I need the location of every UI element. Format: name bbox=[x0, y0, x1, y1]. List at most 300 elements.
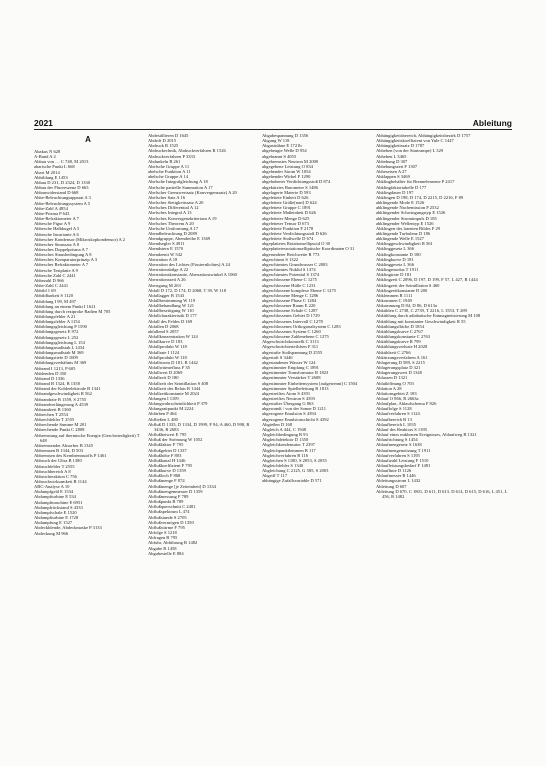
index-entry: Abfallzeitkonstante M 2024 bbox=[148, 390, 200, 396]
index-entry: Abbrechen T 2554 bbox=[34, 411, 68, 417]
index-entry: abgeschlossene Phase C 1284 bbox=[262, 298, 317, 303]
column-3 bbox=[262, 133, 370, 484]
index-entry: Ablaufverfahren S 1124 bbox=[376, 411, 420, 417]
index-entry: Ablaufmesser R 1446 bbox=[376, 473, 416, 479]
index-entry: abgeschlossenes Orthogonalsystem C 1283 bbox=[262, 323, 341, 329]
index-entry: abgehobener Verdichtungsstoß D 874 bbox=[262, 179, 331, 185]
index-entry: abhängige Zufallsvariable D 571 bbox=[262, 478, 322, 484]
index-entry: Ableitung D 670, C 1801, D 611, D 613, D 614, D 615, D 616, L 451, L 456, R 1482 bbox=[376, 488, 508, 499]
index-entry: Abhebung D 307 bbox=[376, 158, 408, 164]
index-entry: Abbezahl D 966 bbox=[34, 277, 64, 283]
index-entry: Abgleichpunktlemmen B 117 bbox=[262, 447, 316, 453]
index-entry: Abflußkurve D 1359 bbox=[148, 468, 186, 474]
index-entry: Abelsches Differential A 12 bbox=[148, 205, 199, 211]
index-entry: Abhesetsen A 27 bbox=[376, 169, 407, 175]
index-entry: Ablagerungswert D 1340 bbox=[376, 370, 422, 376]
index-entry: Abklingdauer D 197 bbox=[376, 189, 414, 195]
index-entry: abklingender Stromimpuls D 185 bbox=[376, 215, 437, 221]
index-entry: abgeschlossener Raum E 220 bbox=[262, 303, 316, 309]
index-entry: abgeschirmtes Grundwasser C 2003 bbox=[262, 261, 328, 267]
index-entry: Abdampfschale E 1520 bbox=[34, 509, 77, 515]
index-entry: Abfallkonzentration W 124 bbox=[148, 334, 198, 340]
index-entry: Abdampfmaschine E 6951 bbox=[34, 499, 83, 505]
index-entry: abgeschlossenes Intervall C 1278 bbox=[262, 318, 323, 324]
index-entry: Abbesches Doppelprisma A 7 bbox=[34, 246, 88, 252]
index-entry: Abdruckverfahren P 3333 bbox=[148, 153, 196, 159]
index-entry: Abkühlzeit C 2766 bbox=[376, 349, 411, 355]
index-entry: Abelsche Integralgleichung A 18 bbox=[148, 179, 208, 185]
index-entry: Abgleichfehler S 1340 bbox=[262, 463, 304, 468]
index-entry: Abflußwärme F 795 bbox=[148, 524, 185, 530]
index-entry: Abflußgebiet D 1337 bbox=[148, 447, 187, 453]
index-entry: abgestufter Übergang G 863 bbox=[262, 401, 314, 407]
index-entry: Abfangrattpunkt M 2224 bbox=[148, 406, 194, 412]
index-entry: abklingender Schwingungstyp E 1526 bbox=[376, 210, 446, 216]
index-entry: Abbauwiderstand D 668 bbox=[34, 190, 79, 196]
index-entry: Abklappen S 3469 bbox=[376, 174, 410, 180]
index-entry: Abkühlen C 2738, C 2739, T 2216, L 1553, T 289 bbox=[376, 308, 467, 314]
index-entry: abelsche Gruppe A 14 bbox=[148, 174, 189, 180]
index-entry: Abbescher Refraktometer A 7 bbox=[34, 262, 89, 268]
index-entry: Abheben (von der Startrampe) L 329 bbox=[376, 148, 444, 154]
index-entry: abgestreiftes Neutron S 4393 bbox=[262, 395, 315, 401]
index-entry: abgeschlossene Menge C 1286 bbox=[262, 292, 319, 298]
running-head: Ableitung bbox=[472, 118, 512, 128]
index-entry: Abfuhr, Abführung R 1482 bbox=[148, 540, 198, 546]
index-entry: Ablauftzahl Leistung F 1510 bbox=[376, 457, 429, 463]
index-entry: Abkühlungskurve R 799 bbox=[376, 339, 421, 345]
index-entry: Abflußmenge F 874 bbox=[148, 478, 185, 484]
index-entry: abgelagerte Materie D 593 bbox=[262, 189, 311, 195]
index-entry: abgeleitete Größe[nart] D 624 bbox=[262, 200, 317, 206]
index-entry: Abbrandrate B 1359, S 2755 bbox=[34, 396, 87, 402]
index-entry: Abbrechende Summe M 201 bbox=[34, 422, 87, 428]
index-entry: Abdeckblende, Abdeckmaske P 3133 bbox=[34, 525, 102, 531]
index-entry: Abbe-Refraktometer A 7 bbox=[34, 216, 79, 222]
index-entry: Abdampfturbine E 1728 bbox=[34, 515, 79, 521]
index-entry: Abbrandgeschwindigkeit R 562 bbox=[34, 391, 92, 397]
index-entry: Abblenden D 350 bbox=[34, 370, 67, 376]
index-entry: abgeleiteter Menge D 625 bbox=[262, 215, 310, 221]
index-entry: Abdestillieren D 1645 bbox=[148, 133, 189, 138]
index-entry: Abkürzungsverfahren A 161 bbox=[376, 354, 428, 360]
index-entry: Abelsche Umformung A 17 bbox=[148, 225, 199, 231]
index-entry: Ablauf eines nuklearen Ereignisses, Ablaufweg B 1321 bbox=[376, 432, 477, 438]
index-entry: Abbesche Figur A 9 bbox=[34, 221, 71, 227]
index-entry: Abdruck R 1525 bbox=[148, 143, 179, 149]
index-entry: Abkühlungsverluste H 2028 bbox=[376, 344, 428, 350]
index-entry: abgebeugte Welle D 954 bbox=[262, 148, 307, 154]
index-entry: Ableitung D 607 bbox=[376, 483, 407, 489]
index-entry: Abflußmessung F 789 bbox=[148, 493, 189, 499]
index-entry: abgegebene Leistung O 834 bbox=[262, 163, 313, 169]
index-entry: Abbe-Zahl C 2441 bbox=[34, 283, 69, 289]
index-entry: Ablauflinie D 1126 bbox=[376, 468, 412, 474]
index-entry: Abbildungsgesetz E 972 bbox=[34, 329, 79, 335]
index-entry: Abbruchbereich A 8 bbox=[34, 468, 71, 474]
index-entry: Abbildbarkeit S 1120 bbox=[34, 293, 73, 299]
index-entry: Abkühlung mit konstanter Geschwindigkeit R 55 bbox=[376, 318, 466, 324]
index-entry: Abklingen D 198, D 174, D 2215, D 2216, F 89 bbox=[376, 194, 464, 200]
index-entry: Abbescher Sinussatz A 8 bbox=[34, 241, 80, 247]
index-entry: Abfolge S 1218 bbox=[148, 530, 177, 536]
index-entry: abgeplattetesrotationselliptische Koordinaten O 31 bbox=[262, 246, 355, 252]
index-entry: abelsche Funktion A 11 bbox=[148, 169, 191, 175]
index-entry: Abbruchfehler T 2555 bbox=[34, 463, 75, 469]
index-entry: abgezogene Emulsion S 4394 bbox=[262, 411, 316, 417]
index-entry: Abbau D 231, D 2324, D 1330 bbox=[34, 179, 91, 185]
index-entry: Abgießen D 168 bbox=[262, 421, 293, 427]
index-entry: Abgriff T 117 bbox=[262, 473, 288, 479]
index-entry: Ablaufleistungsbedarf F 1481 bbox=[376, 463, 431, 468]
index-entry: Abgleichbedingung B 93 bbox=[262, 432, 308, 438]
index-entry: Ablaufbereich L 1035 bbox=[376, 421, 416, 427]
index-entry: abarische Punkt L 668 bbox=[34, 164, 75, 170]
index-entry: Abbrechfehler T 2555 bbox=[34, 417, 75, 423]
index-entry: Abdampfung E 1527 bbox=[34, 520, 73, 526]
index-entry: Abart M 2014 bbox=[34, 169, 60, 175]
column-4 bbox=[376, 133, 512, 499]
index-entry: Abelsches Integral A 13 bbox=[148, 210, 192, 216]
index-entry: abgeschlossenes System C 1260 bbox=[262, 328, 321, 334]
index-entry: abklingende Mode E 1526 bbox=[376, 200, 425, 206]
index-entry: Abbe-Beleuchtungsapparat A 3 bbox=[34, 195, 91, 201]
index-entry: Abflußloch F 868 bbox=[148, 473, 181, 479]
index-entry: Abelsche Gruppe A 11 bbox=[148, 163, 190, 169]
index-entry: Abfallkurve D 183 bbox=[148, 339, 183, 345]
index-entry: Abfluß der Strömung W 1052 bbox=[148, 437, 203, 443]
index-entry: Abfragen B 795 bbox=[148, 535, 178, 541]
index-entry: abgeschlossene Schale C 1287 bbox=[262, 308, 318, 314]
index-entry: Abfangen I 1109 bbox=[148, 395, 179, 401]
index-entry: Abelsches Theorem A 20 bbox=[148, 220, 194, 226]
index-entry: abgeleitete Maßeinheit D 626 bbox=[262, 210, 316, 216]
index-entry: Abbildungsgesetz L 252 bbox=[34, 334, 79, 340]
index-entry: Abheben L 3465 bbox=[376, 153, 407, 159]
index-entry: Abgleichkondensator T 2397 bbox=[262, 442, 315, 448]
index-entry: Ablaufbereich B 13 bbox=[376, 416, 412, 422]
index-entry: Abfallagger B 1543 bbox=[148, 292, 185, 298]
index-entry: Abendgruppe, Abendreihe E 1369 bbox=[148, 236, 211, 242]
index-entry: Abflußmengenmesser D 1359 bbox=[148, 488, 203, 494]
index-entry: A-Band A 2 bbox=[34, 154, 56, 160]
index-entry: Abgabe R 1458 bbox=[148, 545, 177, 551]
index-entry: Abbesche Testplatte A 9 bbox=[34, 267, 78, 273]
index-entry: Abdampfturbine E 534 bbox=[34, 494, 76, 500]
index-entry: Aberration A 18 bbox=[148, 256, 178, 262]
index-entry: Abbremsender Absorber B 1345 bbox=[34, 442, 93, 448]
index-entry: abgestimmter Spielbeleitung R 1813 bbox=[262, 385, 329, 391]
index-entry: Abklingzeit C 2096, D 197, D 199, F 57, L 427, R 1444 bbox=[376, 277, 478, 283]
section-letter: A bbox=[85, 135, 91, 144]
index-entry: Aberrationsbilge A 22 bbox=[148, 267, 189, 273]
index-entry: Abkühlungskurve C 2767 bbox=[376, 328, 423, 334]
index-entry: Abfallwert D 2069 bbox=[148, 370, 183, 376]
index-entry: Ablauf des Reaktors S 1395 bbox=[376, 426, 428, 432]
index-entry: Abbildungsverhältnis M 369 bbox=[34, 360, 87, 366]
index-entry: Ablaßöffnung O 703 bbox=[376, 380, 414, 386]
index-entry: Abbildungsmaßstab M 369 bbox=[34, 350, 84, 356]
index-entry: Abfallrate I 1124 bbox=[148, 349, 180, 355]
index-entry: abgeschirmt S 1322 bbox=[262, 256, 299, 262]
index-entry: Ablaufrichtung S 1454 bbox=[376, 437, 418, 443]
index-entry: Abkommung D 84, D 86, D 613a bbox=[376, 303, 437, 309]
index-entry: abklingende Nachemission P 2532 bbox=[376, 205, 439, 211]
index-entry: Abbruchreaktion C 756 bbox=[34, 473, 77, 479]
index-entry: Abhebungszeit F 1307 bbox=[376, 163, 418, 169]
index-entry: Aberrationszeit A 26 bbox=[148, 277, 186, 283]
index-entry: Abakus N 628 bbox=[34, 149, 61, 154]
index-entry: Abbesche Halbkugel A 5 bbox=[34, 226, 80, 232]
index-entry: Abklingkonstante D 180 bbox=[376, 251, 421, 257]
index-entry: Abklingbehälter für Brennelemente P 2417 bbox=[376, 179, 455, 185]
index-entry: Abbildungsgleichung L 154 bbox=[34, 339, 85, 345]
index-entry: Abflußvermögen D 1350 bbox=[148, 519, 194, 525]
index-entry: Abgleichverfahren B 116 bbox=[262, 452, 309, 458]
index-entry: Ablaufmengenoitzung T 1911 bbox=[376, 447, 431, 453]
index-entry: abgeleitete Einheit D 626 bbox=[262, 194, 309, 200]
index-entry: abgezogene Emulsionschicht S 4392 bbox=[262, 416, 329, 422]
index-entry: Abfließen L 480 bbox=[148, 416, 178, 422]
index-entry: abklingende Welle E 1527 bbox=[376, 236, 424, 242]
index-entry: abgestreiftes Atom S 4391 bbox=[262, 390, 311, 396]
index-entry: Abbesches Komparatorprinzip A 3 bbox=[34, 257, 98, 263]
index-entry: abgekürztes Barometer S 1486 bbox=[262, 184, 318, 190]
index-entry: Abendbeleuchtung D 2089 bbox=[148, 230, 197, 236]
index-entry: abgestimmter Empfang C 1891 bbox=[262, 365, 319, 371]
index-entry: Ablation A 28 bbox=[376, 385, 402, 391]
index-entry: Ablagerungsplatz D 321 bbox=[376, 365, 421, 371]
index-entry: Abbe-Zahl A 4854 bbox=[34, 205, 68, 211]
index-entry: Abbildungstiefe D 1009 bbox=[34, 355, 78, 361]
index-entry: Abflußstunde S 2705 bbox=[148, 514, 187, 520]
index-entry: Abfallcharakteristik D 177 bbox=[148, 313, 197, 319]
index-entry: Abklingzeitkonstante D 200 bbox=[376, 287, 428, 293]
index-entry: abgeschlossene komplexe Ebene C 1275 bbox=[262, 287, 336, 293]
index-entry: Abbesches Sinusbedingung A 8 bbox=[34, 252, 92, 258]
index-entry: Abflußmenge [je Zeiteinheit] D 1334 bbox=[148, 483, 216, 489]
index-entry: abgeleiteter Tensor D 673 bbox=[262, 220, 309, 226]
index-entry: Abbrechende Punkt C 2808 bbox=[34, 427, 85, 433]
index-entry: Abkommen C 1949 bbox=[376, 298, 412, 303]
index-entry: abgerundeter Reichweite R 773 bbox=[262, 251, 320, 257]
index-entry: Abgeschwächterteilchen F 311 bbox=[262, 344, 319, 350]
index-entry: Abdeckung M 966 bbox=[34, 530, 69, 536]
index-entry: Abkühlungskonstante C 2763 bbox=[376, 334, 431, 340]
index-entry: abgestandenes Wasser W 124 bbox=[262, 359, 316, 365]
index-entry: Abendsegler S 4911 bbox=[148, 241, 185, 247]
index-entry: Abfallwärmefluss F 35 bbox=[148, 365, 190, 371]
index-entry: Abbruch der Ultra B 1380 bbox=[34, 458, 82, 464]
index-entry: ABC-Analyse A 10 bbox=[34, 484, 70, 490]
index-entry: Abelscher Stetigkeitssatz A 20 bbox=[148, 200, 204, 206]
index-entry: Abklingkurve D 181 bbox=[376, 256, 414, 262]
index-entry: Ablationsgebiet Z 183 bbox=[376, 390, 417, 396]
index-entry: Abfallprodukt W 118 bbox=[148, 344, 187, 350]
index-entry: Ableitungsstrom L 1432 bbox=[376, 478, 421, 484]
index-entry: Abendstern E 1570 bbox=[148, 246, 184, 252]
index-entry: Abflußkoeffizient F 795 bbox=[148, 463, 193, 468]
index-entry: Abflußpunkt B 789 bbox=[148, 499, 184, 505]
index-entry: Abgeschwächtkonstellt C 3113 bbox=[262, 339, 319, 345]
index-entry: Abbe-Prisma P 643 bbox=[34, 210, 70, 216]
index-entry: abgeschirmtes Potential S 1374 bbox=[262, 272, 320, 278]
index-entry: Aberration des Lichtes (Fixsternlichtes) A 24 bbox=[148, 261, 230, 267]
index-entry: Abbildung I 99, M 497 bbox=[34, 298, 77, 304]
index-entry: Abbesche Zahl C 2441 bbox=[34, 272, 76, 278]
index-entry: Aberrationskonstante, Aberrationswinkel A 1060 bbox=[148, 272, 237, 278]
column-2 bbox=[148, 133, 256, 556]
index-entry: abgeschirmtes Nuklid S 1374 bbox=[262, 267, 316, 273]
index-entry: Abklingtrate D 181 bbox=[376, 272, 412, 278]
index-entry: Abflußspektrum L 474 bbox=[148, 509, 190, 515]
index-entry: abgewandt / von der Sonne D 1211 bbox=[262, 406, 326, 412]
index-entry: Abbrand I 1213, P 605 bbox=[34, 365, 76, 371]
index-entry: abgeleitete Funktion F 2178 bbox=[262, 225, 314, 231]
index-entry: Abhängigkeitskoeffizient von Yule C 1447 bbox=[376, 138, 454, 144]
index-entry: Abfärben P 464 bbox=[148, 411, 177, 417]
index-entry: Abbildungsmaßstab L 1434 bbox=[34, 344, 85, 350]
index-entry: Abgabespannung D 1356 bbox=[262, 133, 309, 138]
index-entry: Ablaufverfahren S 1195 bbox=[376, 452, 420, 458]
index-entry: Abhängigkeitssatz D 1787 bbox=[376, 143, 425, 149]
index-entry: Abkühlungsfläche D 1854 bbox=[376, 323, 424, 329]
index-entry: Abhängigkeitsbereich, Abhängigkeitsbezirk D 1757 bbox=[376, 133, 471, 138]
index-entry: Abfallbeseitigung W 110 bbox=[148, 308, 194, 314]
index-entry: abgehender Wirbel F 1290 bbox=[262, 174, 311, 180]
index-entry: Abgastrübne E 1721b bbox=[262, 143, 302, 149]
index-entry: abgestufte Stoßspannung D 2555 bbox=[262, 349, 323, 355]
index-entry: abgeleitete Gruppe C 1891 bbox=[262, 205, 311, 211]
index-entry: abgebrannt S 4055 bbox=[262, 153, 297, 159]
index-entry: abgestimmter Verstärker T 2608 bbox=[262, 375, 321, 381]
index-entry: Abfallzeit des Relais R 1444 bbox=[148, 385, 201, 391]
index-entry: Abflußkanal H 1446 bbox=[148, 457, 186, 463]
index-entry: Ablauf O 866, R 2663a bbox=[376, 395, 419, 401]
index-entry: Abbildung an einem Punkt I 1621 bbox=[34, 303, 96, 309]
index-entry: Abbrand der Kohleelektrode B 1341 bbox=[34, 386, 101, 392]
index-entry: Abklinggeschwindigkeit R 561 bbox=[376, 241, 433, 247]
index-entry: Abfallen D 2068 bbox=[148, 323, 179, 329]
index-entry: Abfallzeit D 180 bbox=[148, 375, 179, 381]
index-entry: Abfallstrom D 181, R 1442 bbox=[148, 359, 198, 365]
index-entry: Abklinggesetz L 366 bbox=[376, 246, 414, 252]
index-entry: abklingende Turbulenz D 186 bbox=[376, 230, 431, 236]
index-entry: Abflußfaktor F 795 bbox=[148, 442, 184, 448]
index-entry: Abbildung durch reziproke Radien M 705 bbox=[34, 308, 111, 314]
index-entry: Abklingrmodus T 1911 bbox=[376, 267, 419, 273]
index-entry: Abelscher Satz A 16 bbox=[148, 194, 185, 200]
index-entry: Abbildungsfehler A 1154 bbox=[34, 319, 80, 325]
index-entry: Abendzenit W 542 bbox=[148, 251, 183, 257]
index-entry: Abdrift D 2015 bbox=[148, 138, 177, 144]
index-entry: Abbremsen des Kernbrennstoffs P 1461 bbox=[34, 453, 107, 459]
index-entry: Abfall D 172, D 174, D 2068, T 39, W 118 bbox=[148, 287, 227, 293]
index-entry: Abklingzeit der Szintillation S 460 bbox=[376, 282, 440, 288]
index-entry: Abfallbestimmung W 119 bbox=[148, 298, 196, 303]
column-1 bbox=[34, 133, 142, 536]
index-entry: Abfangwahrscheinlichkeit P 379 bbox=[148, 401, 208, 407]
index-entry: abklingender Wellentyp E 1526 bbox=[376, 220, 434, 226]
index-entry: Abbescher Kondensor (Mikroskopkondensor) A 2 bbox=[34, 236, 125, 242]
header-rule bbox=[34, 129, 512, 130]
index-entry: Abfallzeit der Szintillation S 408 bbox=[148, 380, 209, 386]
index-entry: abgeleitete Stoßwelle D 674 bbox=[262, 236, 314, 242]
index-entry: abgeschlossenes Gebiet D 1729 bbox=[262, 313, 320, 319]
index-entry: Abflußbeiwert E 795 bbox=[148, 432, 187, 438]
index-entry: Abgleich A 444, C 1948 bbox=[262, 426, 307, 432]
index-entry: Abbremsung auf thermische Energie (Geschwindigkeit) T 648 bbox=[34, 432, 140, 443]
index-entry: Ablaufplan, Ablaufschema F 826 bbox=[376, 401, 437, 407]
index-entry: Abbildung E 1453 bbox=[34, 174, 68, 180]
index-entry: Abelscher Grenzwertsatz (Konvergenzsatz) A 20 bbox=[148, 189, 237, 195]
index-entry: Abfallbehandlung W 121 bbox=[148, 303, 195, 309]
index-entry: Abbremsen B 1344, D 503 bbox=[34, 448, 83, 454]
index-entry: Abgleichdetektor D 1350 bbox=[262, 437, 309, 443]
index-entry: Abbruchwirksamkeit B 1144 bbox=[34, 479, 87, 484]
index-entry: abgeschlossene Zahlenebene C 1275 bbox=[262, 334, 329, 340]
index-entry: Abbe-Beleuchtungssystem A 5 bbox=[34, 200, 91, 206]
index-entry: abgehender Strom W 1054 bbox=[262, 169, 311, 175]
index-entry: Abbrand B 1324, B 1358 bbox=[34, 381, 80, 387]
index-entry: Abflußquerschnitt C 2481 bbox=[148, 504, 196, 510]
index-entry: Abbild 1 69 bbox=[34, 288, 56, 294]
index-entry: Abgleichung C 2125, G 585, S 2003 bbox=[262, 468, 329, 474]
index-entry: Abbau der Fluoreszenz D 663 bbox=[34, 185, 89, 191]
index-entry: abgeleitete Verdichtungsstoß D 626 bbox=[262, 230, 327, 236]
index-entry: Ablagerung D 589, S 2215 bbox=[376, 359, 425, 365]
index-entry: abgestuft S 3446 bbox=[262, 354, 293, 360]
index-entry: Abbrandverlängerung A 4539 bbox=[34, 401, 89, 407]
index-entry: Abflußhöhe F 803 bbox=[148, 452, 182, 458]
index-entry: Aberrgung M 263 bbox=[148, 282, 181, 288]
index-entry: Abgang W 118 bbox=[262, 138, 290, 144]
index-entry: abgeschlossene Hülle C 1231 bbox=[262, 282, 316, 288]
index-entry: abgestimmter Einheitensystem [aufgetrennt] C 1504 bbox=[262, 380, 358, 386]
index-entry: Abkühlung durch adiabatische Entmagnetisierung M 108 bbox=[376, 313, 481, 319]
index-entry: Abklingfaktortabelle D 177 bbox=[376, 184, 427, 190]
index-entry: Abfluß D 1335, D 1334, D 1999, F 94, A 460, D 998, R 3436, R 2683 bbox=[148, 421, 250, 432]
index-entry: Abklemmen R 1111 bbox=[376, 292, 413, 298]
index-entry: Abfallprodukt W 118 bbox=[148, 354, 187, 360]
index-entry: abgestimmter Transformator R 1823 bbox=[262, 370, 329, 376]
index-entry: Abdruckechnik, Abdruckverfahren R 1526 bbox=[148, 148, 226, 154]
index-entry: Abfall des Feldes D 169 bbox=[148, 318, 193, 324]
index-entry: Abdampfgeld E 1534 bbox=[34, 489, 74, 495]
index-entry: Abgleichen S 1180, S 2053, S 2055 bbox=[262, 457, 327, 463]
index-entry: Abbesche Invariante A 6 bbox=[34, 231, 79, 237]
index-entry: Abdunkeln B 261 bbox=[148, 158, 181, 164]
index-entry: Abklingen des latenten Bildes F 29 bbox=[376, 225, 441, 231]
index-entry: Abelsche partielle Summation A 17 bbox=[148, 184, 213, 190]
index-entry: Abbau von … C 748, M 2013 bbox=[34, 159, 89, 165]
index-entry: Ablauffolge S 1128 bbox=[376, 406, 412, 412]
index-entry: abgeplattetes Rotationsellipsoid O 30 bbox=[262, 241, 331, 247]
index-entry: Abbildungsgleichung P 1590 bbox=[34, 324, 87, 330]
index-entry: Ablassen D 1321 bbox=[376, 375, 408, 381]
index-entry: abgeschlossene Ebene C 1275 bbox=[262, 277, 317, 283]
index-entry: Ablaufmengesetz S 1638 bbox=[376, 442, 422, 448]
page-number: 2021 bbox=[34, 118, 53, 128]
index-entry: Abklinggesetz L 366 bbox=[376, 261, 414, 267]
index-entry: Abgabestelle E 884 bbox=[148, 550, 184, 556]
index-entry: Abbildungsfehler A 21 bbox=[34, 314, 76, 319]
index-entry: Abelsches Konvergenzkriterium A 19 bbox=[148, 215, 217, 221]
index-entry: abgebremstes Neutron M 2000 bbox=[262, 158, 319, 164]
index-entry: Abdampfrückstand S 4333 bbox=[34, 504, 83, 510]
index-entry: Abbrand D 1336 bbox=[34, 375, 65, 381]
index-entry: abfallend S 2057 bbox=[148, 328, 179, 334]
